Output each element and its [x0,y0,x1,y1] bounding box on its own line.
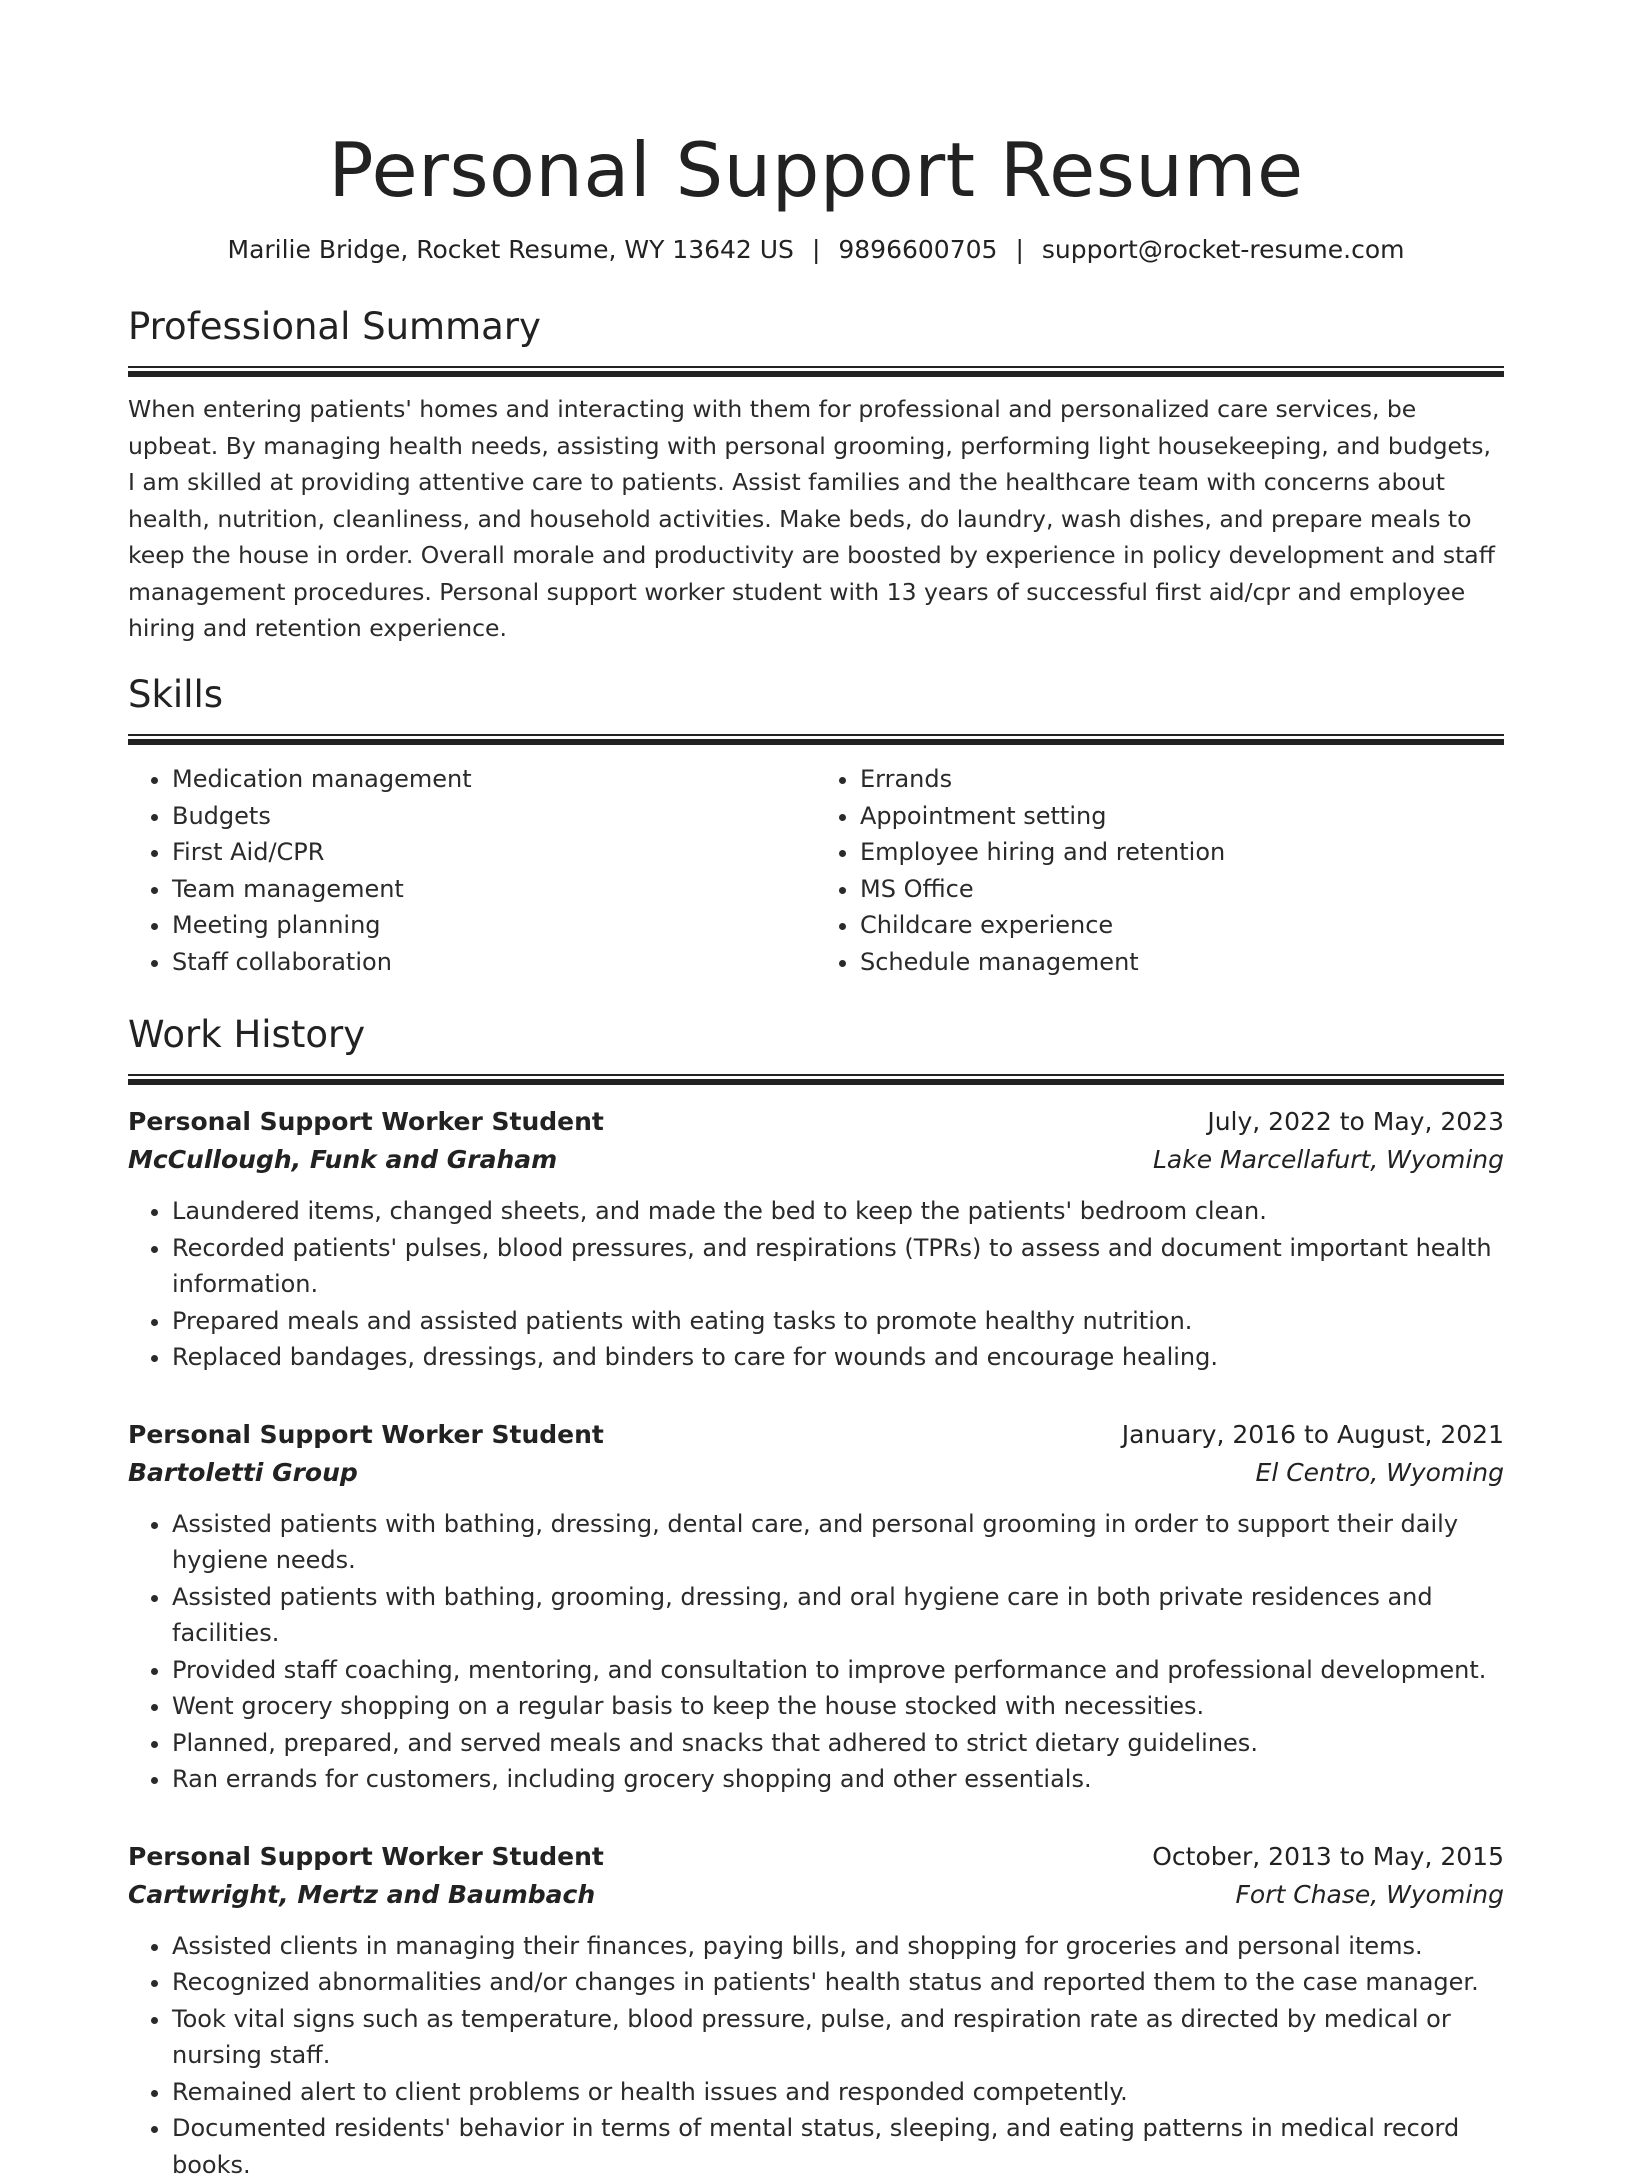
skill-item: • Schedule management [860,944,1504,981]
job-duties-list [128,1193,1504,1376]
job-company-row [128,1141,1504,1179]
job-duty-item: • Documented residents' behavior in terms of mental status, sleeping, and eating patterns in medical record books. [172,2110,1504,2183]
job-title: Personal Support Worker Student [128,1416,604,1454]
contact-address: Marilie Bridge, Rocket Resume, WY 13642 US [228,235,794,264]
job-duty-item: • Remained alert to client problems or health issues and responded competently. [172,2074,1504,2111]
skill-item: • Errands [860,761,1504,798]
skill-item: • Medication management [172,761,816,798]
job-title: Personal Support Worker Student [128,1838,604,1876]
job-company: Bartoletti Group [128,1454,358,1492]
skill-item: • Appointment setting [860,798,1504,835]
job-company: McCullough, Funk and Graham [128,1141,557,1179]
work-history-heading: Work History [128,1010,1504,1060]
job-entry [128,1838,1504,2183]
job-duty-item: • Ran errands for customers, including grocery shopping and other essentials. [172,1761,1504,1798]
job-entry [128,1103,1504,1376]
skill-item: • Staff collaboration [172,944,816,981]
contact-separator: | [794,235,838,264]
job-duty-item: • Took vital signs such as temperature, blood pressure, pulse, and respiration rate as directed by medical or nursing staff. [172,2001,1504,2074]
job-dates: January, 2016 to August, 2021 [1122,1416,1504,1454]
skills-column-left [128,761,816,980]
contact-separator: | [997,235,1041,264]
skills-heading: Skills [128,670,1504,720]
job-duty-item: • Assisted patients with bathing, dressing, dental care, and personal grooming in order to support their daily hygiene needs. [172,1506,1504,1579]
job-duty-item: • Planned, prepared, and served meals and snacks that adhered to strict dietary guidelines. [172,1725,1504,1762]
job-header-row [128,1103,1504,1141]
job-entry [128,1416,1504,1798]
job-duty-item: • Laundered items, changed sheets, and made the bed to keep the patients' bedroom clean. [172,1193,1504,1230]
contact-email: support@rocket-resume.com [1042,235,1405,264]
job-duties-list [128,1928,1504,2183]
summary-text: When entering patients' homes and interacting with them for professional and personalized care services, be upbeat. By managing health needs, assisting with personal grooming, performing light housekeeping, and budgets, I am skilled at providing attentive care to patients. Assist families and the healthcare team with concerns about health, nutrition, cleanliness, and household activities. Make beds, do laundry, wash dishes, and prepare meals to keep the house in order. Overall morale and productivity are boosted by experience in policy development and staff management procedures. Personal support worker student with 13 years of successful first aid/cpr and employee hiring and retention experience. [128,391,1504,647]
job-company-row [128,1876,1504,1914]
job-duty-item: • Replaced bandages, dressings, and binders to care for wounds and encourage healing. [172,1339,1504,1376]
job-duty-item: • Assisted clients in managing their finances, paying bills, and shopping for groceries and personal items. [172,1928,1504,1965]
job-duty-item: • Recognized abnormalities and/or changes in patients' health status and reported them to the case manager. [172,1964,1504,2001]
skill-item: • Childcare experience [860,907,1504,944]
section-divider [128,366,1504,377]
contact-line [128,232,1504,268]
job-duties-list [128,1506,1504,1798]
job-duty-item: • Assisted patients with bathing, grooming, dressing, and oral hygiene care in both private residences and facilities. [172,1579,1504,1652]
job-company: Cartwright, Mertz and Baumbach [128,1876,595,1914]
section-divider [128,734,1504,745]
summary-heading: Professional Summary [128,302,1504,352]
job-location: Lake Marcellafurt, Wyoming [1153,1141,1504,1179]
skill-item: • Team management [172,871,816,908]
section-divider [128,1074,1504,1085]
job-location: El Centro, Wyoming [1256,1454,1504,1492]
job-dates: July, 2022 to May, 2023 [1207,1103,1504,1141]
skill-item: • MS Office [860,871,1504,908]
job-duty-item: • Prepared meals and assisted patients with eating tasks to promote healthy nutrition. [172,1303,1504,1340]
skill-item: • Budgets [172,798,816,835]
job-duty-item: • Went grocery shopping on a regular basis to keep the house stocked with necessities. [172,1688,1504,1725]
skills-section [128,670,1504,980]
job-header-row [128,1416,1504,1454]
job-location: Fort Chase, Wyoming [1236,1876,1504,1914]
resume-title: Personal Support Resume [128,118,1504,222]
skill-item: • First Aid/CPR [172,834,816,871]
job-duty-item: • Provided staff coaching, mentoring, and consultation to improve performance and professional development. [172,1652,1504,1689]
skill-item: • Employee hiring and retention [860,834,1504,871]
summary-section [128,302,1504,647]
skills-list [128,761,1504,980]
job-header-row [128,1838,1504,1876]
job-title: Personal Support Worker Student [128,1103,604,1141]
contact-phone: 9896600705 [838,235,997,264]
job-duty-item: • Recorded patients' pulses, blood pressures, and respirations (TPRs) to assess and document important health information. [172,1230,1504,1303]
jobs-list [128,1103,1504,2183]
work-history-section [128,1010,1504,2183]
skill-item: • Meeting planning [172,907,816,944]
skills-column-right [816,761,1504,980]
job-dates: October, 2013 to May, 2015 [1152,1838,1504,1876]
job-company-row [128,1454,1504,1492]
